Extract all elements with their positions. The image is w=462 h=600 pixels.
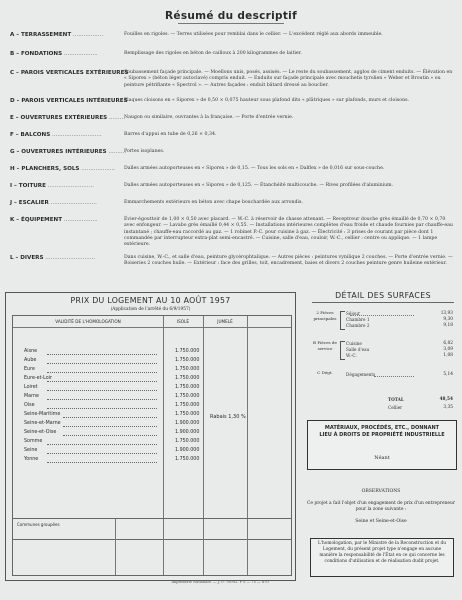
communes-grid (12, 518, 292, 576)
leader-dots (47, 444, 157, 445)
table-row-dept: Marne (24, 394, 39, 399)
surface-group-head: C Dégt. (317, 370, 333, 375)
surface-value: 9,30 (443, 317, 453, 322)
communes-label: Communes groupées (17, 522, 60, 527)
table-row-value: 1.750.000 (175, 394, 200, 399)
leader-dots (47, 354, 157, 355)
brace (340, 341, 345, 360)
descriptif-label: I – TOITURE .......................... (10, 183, 94, 189)
table-row-dept: Oise (24, 403, 35, 408)
descriptif-text: Soubassement façade principale. — Moellons unis, posés, assisés. — Le reste du soubassement, agglos de ciment enduits. — Élévation en « Siporex » (béton léger autoclavé) compris enduit. — Enduits sur façade principale avec mouchetis tyrolien « Weber et Broutin » ou peinture pétrifiante « Spectrol ». — Autres façades : enduit bâtard dressé au bouclier. (124, 70, 453, 88)
surface-name: Séjour (346, 311, 360, 316)
surface-name: Salle d'eau (346, 347, 370, 352)
leader-dots (47, 462, 157, 463)
printer-footer: Imprimerie Nationale. — J. 0. 70092. P 5 — 75 — 870 (171, 580, 269, 584)
table-row-value: 1.750.000 (175, 385, 200, 390)
descriptif-text: Dalles armées autoporteuses en « Siporex » de 0,125. — Étanchéité multicouche. — Rives profilées d'aluminium. (124, 183, 394, 188)
column-divider (163, 316, 164, 539)
surfaces-title: DÉTAIL DES SURFACES (335, 291, 431, 300)
surface-value: 9,18 (443, 323, 453, 328)
table-row-dept: Seine (24, 448, 38, 453)
column-header-validity: VALIDITÉ DE L'HOMOLOGATION (55, 319, 121, 324)
column-header-isole: ISOLÉ (176, 319, 190, 324)
leader-dots (63, 426, 157, 427)
table-row-dept: Aube (24, 358, 37, 363)
observations-zone: Seine et Seine-et-Oise (355, 519, 407, 524)
table-row-dept: Aisne (24, 349, 38, 354)
table-row-dept: Somme (24, 439, 43, 444)
homologation-text: L'homologation, par le Ministre de la Reconstruction et du Logement, du présent projet type n'engage en aucune manière la responsabilité de l'État en ce qui concerne les conditions d'utilisation et de réalisation dudit projet. (318, 541, 446, 564)
table-row-dept: Seine-et-Marne (24, 421, 61, 426)
total-label: TOTAL (388, 397, 404, 402)
observations-title: OBSERVATIONS (361, 489, 401, 494)
leader-dots (374, 376, 414, 377)
table-row-dept: Seine-et-Oise (24, 430, 57, 435)
price-grid (12, 315, 292, 540)
cellier-value: 3,35 (443, 405, 453, 410)
header-rule (13, 327, 291, 328)
descriptif-label: B – FONDATIONS ................... (10, 51, 98, 57)
surface-value: 3,09 (443, 347, 453, 352)
price-table (5, 292, 296, 581)
table-row-value: 1.750.000 (175, 457, 200, 462)
rabais-note: Rabais 1,30 % (210, 414, 246, 420)
descriptif-label: F – BALCONS ............................ (10, 132, 102, 138)
table-row-value: 1.900.000 (175, 448, 200, 453)
descriptif-text: Portes isoplanes. (124, 149, 165, 154)
leader-dots (63, 417, 157, 418)
surface-value: 6,82 (443, 341, 453, 346)
surface-name: Chambre 2 (346, 323, 370, 328)
price-subtitle: (Application de l'arrêté du 6/9/1957) (110, 307, 191, 312)
table-row-dept: Eure (24, 367, 35, 372)
leader-dots (47, 399, 157, 400)
surface-name: W.-C. (346, 353, 357, 358)
table-row-value: 1.750.000 (175, 376, 200, 381)
descriptif-label: G – OUVERTURES INTÉRIEURES .......... (10, 149, 127, 155)
surface-value: 13,93 (440, 311, 453, 316)
leader-dots (350, 315, 414, 316)
materiaux-title: MATÉRIAUX, PROCÉDÉS, ETC., DONNANT LIEU À DROITS DE PROPRIÉTÉ INDUSTRIELLE (319, 425, 445, 438)
table-row-value: 1.750.000 (175, 367, 200, 372)
descriptif-text: Dans cuisine, W.-C., et salle d'eau, peinture glycérophtalique. — Autres pièces : peintures vynilique 2 couches. — Porte d'entrée vernie. — Boiseries 2 couches huile. — Extérieur : face des grilles, toit, encadrement, baies et divers 2 couches peinture genre huileine extérieur. (124, 255, 453, 267)
table-row-value: 1.750.000 (175, 403, 200, 408)
brace (340, 311, 345, 330)
leader-dots (47, 453, 157, 454)
descriptif-text: Naugon ou similaire, ouvrantes à la française. — Porte d'entrée vernie. (124, 115, 294, 120)
column-divider (115, 519, 116, 575)
column-header-jumele: JUMELÉ (217, 319, 233, 324)
descriptif-text: Dalles armées autoporteuses en « Siporex » de 0,15. — Tous les sols en « Dalflex » de 0,016 sur sous-couche. (124, 166, 385, 171)
descriptif-label: L – DIVERS ............................ (10, 255, 96, 261)
descriptif-label: A – TERRASSEMENT ................. (10, 32, 104, 38)
page-title: Résumé du descriptif (165, 10, 297, 22)
surface-group-head: 2 Pièces principales (313, 310, 337, 321)
table-row-value: 1.900.000 (175, 421, 200, 426)
table-row-value: 1.750.000 (175, 439, 200, 444)
table-row-value: 1.750.000 (175, 358, 200, 363)
surface-group-head: B Pièces de service (313, 340, 337, 351)
leader-dots (47, 408, 157, 409)
materiaux-box (307, 420, 457, 470)
surface-name: Dégagements (346, 372, 376, 377)
descriptif-label: E – OUVERTURES EXTÉRIEURES ......... (10, 115, 125, 121)
table-row-value: 1.750.000 (175, 349, 200, 354)
descriptif-text: Évier-égouttoir de 1,00 × 0,50 avec placard. — W.-C. à réservoir de chasse attenant. — Receptreur douche grès émaillé de 0,70 × 0,70 avec enfongeur. — Lavabo grès émaillé 0,44 × 0,55. — Installations intérieures complètes d'eau froide et chaude fournies par chauffe-eau instantané ; chauffe-eau raccordé au gaz. — 1 robinet P.-C. pour cuisine à gaz. — Électricité : 3 prises de courant par pièce dont 1 commandée par interrupteur extra-plat semi-encastré. — Cuisine, salle d'eau, couloir, W.-C., cellier : centre ou applique. — 1 lampe extérieure. (124, 217, 453, 248)
leader-dots (47, 372, 157, 373)
title-underline (178, 23, 284, 24)
descriptif-label: K – ÉQUIPEMENT ................... (10, 217, 98, 223)
surface-name: Cuisine (346, 341, 362, 346)
total-value: 48,54 (439, 397, 453, 402)
table-row-dept: Seine-Maritime (24, 412, 61, 417)
descriptif-label: J – ESCALIER .......................... (10, 200, 97, 206)
surface-value: 1,08 (443, 353, 453, 358)
table-row-dept: Eure-et-Loir (24, 376, 53, 381)
surface-name: Chambre 1 (346, 317, 370, 322)
surface-value: 5,14 (443, 372, 453, 377)
column-divider (203, 519, 204, 575)
descriptif-text: Fouilles en rigoles. — Terres utilisées pour remblai dans le cellier. — L'excédent réglé aux abords immeuble. (124, 32, 383, 37)
leader-dots (47, 363, 157, 364)
leader-dots (47, 390, 157, 391)
column-divider (247, 519, 248, 575)
descriptif-text: Barres d'appui en tube de 0,26 × 0,34. (124, 132, 217, 137)
descriptif-text: Emmarchements extérieurs en béton avec chape bouchardée aux arrondis. (124, 200, 303, 205)
descriptif-label: C – PAROIS VERTICALES EXTÉRIEURES (10, 70, 129, 76)
price-title: PRIX DU LOGEMENT AU 10 AOÛT 1957 (70, 296, 231, 305)
table-row-value: 1.900.000 (175, 430, 200, 435)
surfaces-underline (312, 302, 454, 303)
observations-text: Ce projet a fait l'objet d'un engagement de prix d'un entrepreneur pour la zone suivante : (307, 501, 455, 512)
descriptif-text: Remplissage des rigoles en béton de cailloux à 200 kilogrammes de laitier. (124, 51, 302, 56)
cellier-label: Cellier (388, 405, 403, 410)
materiaux-value: Néant (374, 455, 390, 461)
descriptif-label: H – PLANCHERS, SOLS ................... (10, 166, 116, 172)
column-divider (203, 316, 204, 539)
column-divider (163, 519, 164, 575)
homologation-box (310, 538, 454, 577)
leader-dots (47, 381, 157, 382)
table-row-value: 1.750.000 (175, 412, 200, 417)
descriptif-label: D – PAROIS VERTICALES INTÉRIEURES (10, 98, 128, 104)
descriptif-text: Plaques cloisons en « Siporex » de 0,50 × 0,075 hauteur sous plafond dits « plâtriques » sur plafonds, murs et cloisons. (124, 98, 410, 103)
column-divider (247, 316, 248, 539)
table-row-dept: Yonne (24, 457, 39, 462)
table-row-dept: Loiret (24, 385, 38, 390)
leader-dots (63, 435, 157, 436)
